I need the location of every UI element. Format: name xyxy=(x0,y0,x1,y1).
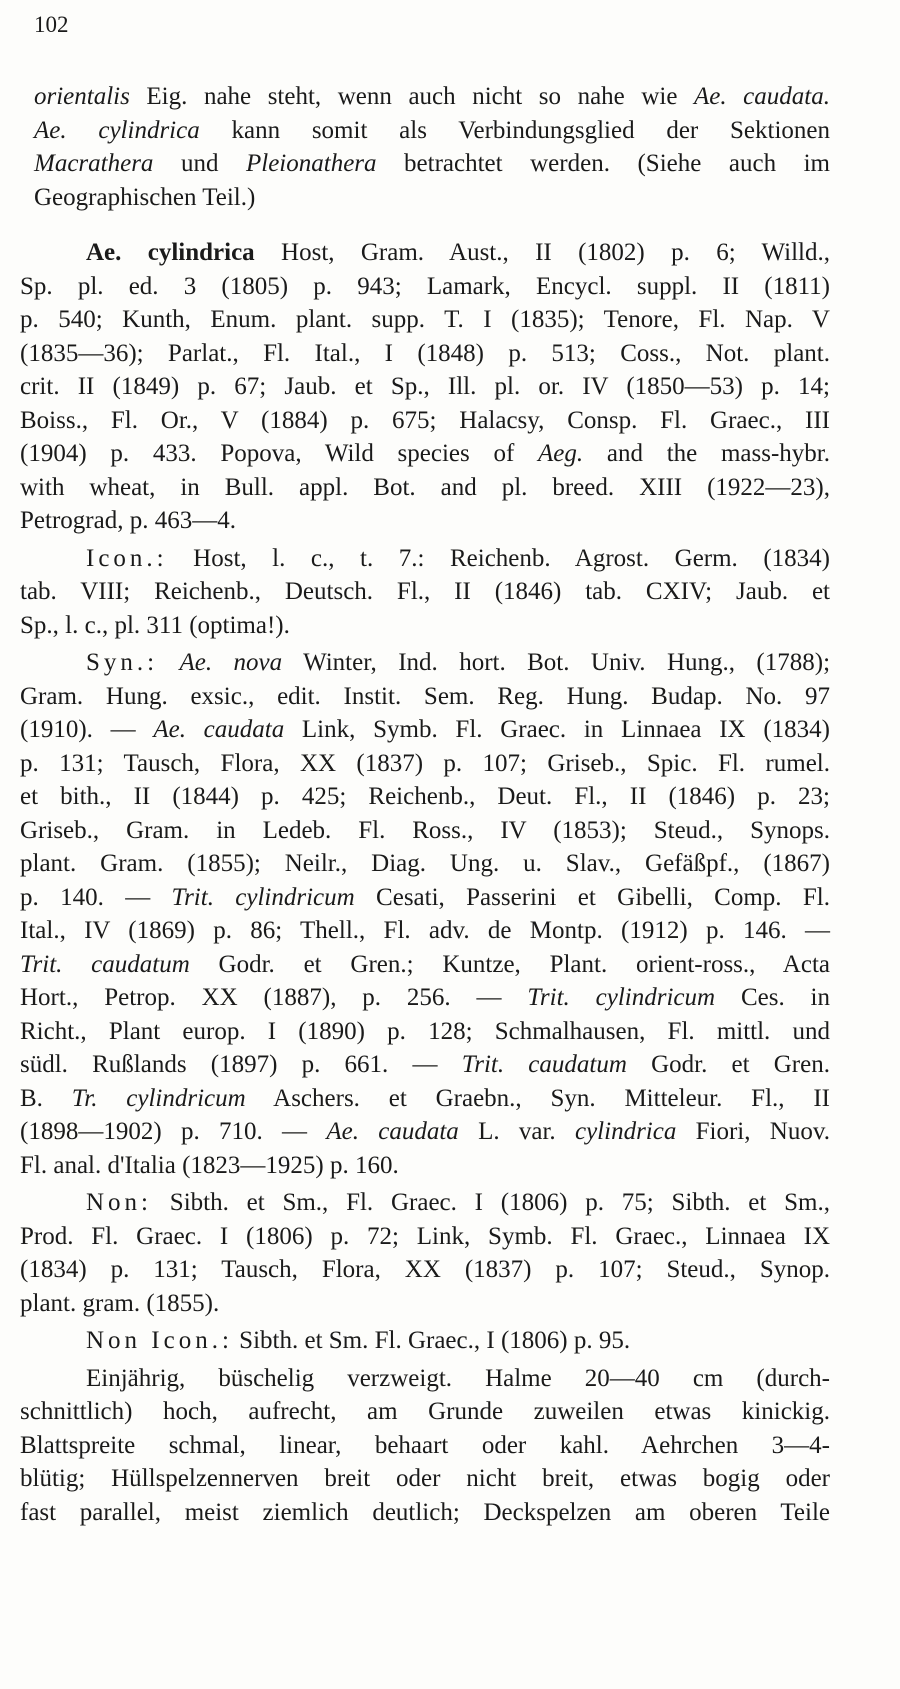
text-segment: et bith., II (1844) p. 425; Reichenb., Deut. Fl., II (1846) p. 23; xyxy=(20,783,830,810)
text-line xyxy=(34,181,830,215)
text-segment: schnittlich) hoch, aufrecht, am Grunde zuweilen etwas kinickig. xyxy=(20,1398,830,1425)
text-line xyxy=(20,646,830,680)
section-label: Non: xyxy=(86,1189,152,1216)
text-line xyxy=(20,1362,830,1396)
text-segment: (1898—1902) p. 710. — xyxy=(20,1118,327,1145)
text-line xyxy=(20,1429,830,1463)
italic-taxon: Ae. caudata. xyxy=(694,83,830,110)
text-line xyxy=(20,1253,830,1287)
text-line xyxy=(20,1115,830,1149)
text-segment: (1910). — xyxy=(20,716,154,743)
text-line xyxy=(20,1082,830,1116)
paragraph xyxy=(20,646,830,1182)
text-line xyxy=(20,575,830,609)
species-name: Ae. cylindrica xyxy=(86,239,255,266)
text-segment: with wheat, in Bull. appl. Bot. and pl. breed. XIII (1922—23), xyxy=(20,473,830,501)
text-segment: Fl. anal. d'Italia (1823—1925) p. 160. xyxy=(20,1151,399,1179)
text-segment: B. xyxy=(20,1084,72,1112)
text-segment: Sibth. et Sm. Fl. Graec., I (1806) p. 95. xyxy=(232,1327,631,1354)
italic-taxon: Tr. cylindricum xyxy=(71,1084,246,1112)
text-segment: Sibth. et Sm., Fl. Graec. I (1806) p. 75; Sibth. et Sm., xyxy=(152,1189,830,1216)
text-line xyxy=(20,471,830,505)
italic-taxon: Ae. cylindrica xyxy=(34,116,200,144)
text-line xyxy=(20,1048,830,1082)
text-segment: p. 131; Tausch, Flora, XX (1837) p. 107; Griseb., Spic. Fl. rumel. xyxy=(20,749,830,777)
italic-taxon: cylindrica xyxy=(574,1118,677,1145)
text-segment: Geographischen Teil.) xyxy=(34,183,256,211)
text-segment: Host, l. c., t. 7.: Reichenb. Agrost. Germ. (1834) xyxy=(167,544,830,572)
text-segment: Link, Symb. Fl. Graec. in Linnaea IX (1834) xyxy=(284,716,830,743)
text-segment: Hort., Petrop. XX (1887), p. 256. — xyxy=(20,984,528,1011)
text-segment: (1834) p. 131; Tausch, Flora, XX (1837) p. 107; Steud., Synop. xyxy=(20,1256,830,1283)
text-segment: kann somit als Verbindungsglied der Sektionen xyxy=(199,116,830,144)
text-line xyxy=(20,1149,830,1183)
text-line xyxy=(20,981,830,1015)
text-segment: Einjährig, büschelig verzweigt. Halme 20—40 cm (durch- xyxy=(86,1364,830,1392)
section-label: Icon.: xyxy=(86,544,168,572)
paragraph xyxy=(20,1186,830,1320)
page-body xyxy=(20,80,830,1533)
italic-taxon: Macrathera xyxy=(34,150,154,177)
text-segment: blütig; Hüllspelzennerven breit oder nicht breit, etwas bogig oder xyxy=(20,1465,830,1492)
italic-taxon: Ae. caudata xyxy=(153,716,285,743)
paragraph xyxy=(20,1362,830,1530)
text-segment: Griseb., Gram. in Ledeb. Fl. Ross., IV (1853); Steud., Synops. xyxy=(20,816,830,844)
italic-taxon: Trit. caudatum xyxy=(461,1051,627,1078)
section-label: Non Icon.: xyxy=(86,1327,233,1354)
text-line xyxy=(20,847,830,881)
text-segment: L. var. xyxy=(458,1118,575,1145)
text-segment: Ces. in xyxy=(715,984,830,1011)
text-line xyxy=(20,1395,830,1429)
text-line xyxy=(20,680,830,714)
text-segment: plant. Gram. (1855); Neilr., Diag. Ung. u. Slav., Gefäßpf., (1867) xyxy=(20,850,830,877)
italic-taxon: orientalis xyxy=(34,83,130,110)
text-line xyxy=(20,1186,830,1220)
text-segment: p. 540; Kunth, Enum. plant. supp. T. I (1835); Tenore, Fl. Nap. V xyxy=(20,306,830,333)
italic-taxon: Ae. nova xyxy=(179,649,283,676)
text-line xyxy=(34,147,830,181)
text-segment: und xyxy=(153,150,246,177)
text-line xyxy=(20,404,830,438)
italic-taxon: Trit. cylindricum xyxy=(171,883,355,911)
text-line xyxy=(20,747,830,781)
text-line xyxy=(34,80,830,114)
text-segment: Host, Gram. Aust., II (1802) p. 6; Willd., xyxy=(254,239,830,266)
text-segment: betrachtet werden. (Siehe auch im xyxy=(376,150,830,177)
text-segment: tab. VIII; Reichenb., Deutsch. Fl., II (1846) tab. CXIV; Jaub. et xyxy=(20,578,830,605)
paragraph xyxy=(20,542,830,643)
text-line xyxy=(20,504,830,538)
text-line xyxy=(20,914,830,948)
text-line xyxy=(20,948,830,982)
text-segment: (1904) p. 433. Popova, Wild species of xyxy=(20,440,539,467)
text-line xyxy=(20,236,830,270)
text-line xyxy=(20,437,830,471)
italic-taxon: Ae. caudata xyxy=(326,1118,459,1145)
text-segment: fast parallel, meist ziemlich deutlich; Deckspelzen am oberen Teile xyxy=(20,1498,830,1526)
text-segment: Eig. nahe steht, wenn auch nicht so nahe wie xyxy=(129,83,694,110)
italic-taxon: Trit. cylindricum xyxy=(527,984,716,1011)
text-line xyxy=(20,337,830,371)
text-line xyxy=(20,780,830,814)
text-line xyxy=(20,609,830,643)
text-segment: Ital., IV (1869) p. 86; Thell., Fl. adv. de Montp. (1912) p. 146. — xyxy=(20,917,830,944)
text-line xyxy=(20,1462,830,1496)
section-label: Syn.: xyxy=(86,649,159,676)
text-line xyxy=(20,1324,830,1358)
text-line xyxy=(20,270,830,304)
text-segment: Blattspreite schmal, linear, behaart oder kahl. Aehrchen 3—4- xyxy=(20,1431,830,1459)
text-segment: crit. II (1849) p. 67; Jaub. et Sp., Ill. pl. or. IV (1850—53) p. 14; xyxy=(20,373,830,400)
text-segment: Sp., l. c., pl. 311 (optima!). xyxy=(20,611,290,639)
text-line xyxy=(20,303,830,337)
text-segment xyxy=(158,649,179,676)
text-line xyxy=(20,1496,830,1530)
text-segment: südl. Rußlands (1897) p. 661. — xyxy=(20,1051,462,1078)
italic-taxon: Aeg. xyxy=(538,440,584,467)
text-segment: Richt., Plant europ. I (1890) p. 128; Schmalhausen, Fl. mittl. und xyxy=(20,1017,830,1045)
text-segment: Petrograd, p. 463—4. xyxy=(20,507,236,534)
text-line xyxy=(20,1287,830,1321)
text-segment: Winter, Ind. hort. Bot. Univ. Hung., (1788); xyxy=(282,649,831,676)
text-segment: Cesati, Passerini et Gibelli, Comp. Fl. xyxy=(354,883,830,911)
paragraph xyxy=(34,80,830,214)
paragraph xyxy=(20,1324,830,1358)
italic-taxon: Trit. caudatum xyxy=(20,950,190,978)
text-segment: Godr. et Gren.; Kuntze, Plant. orient-ross., Acta xyxy=(189,950,830,978)
text-line xyxy=(20,1015,830,1049)
page-number: 102 xyxy=(34,12,69,37)
text-line xyxy=(20,370,830,404)
text-segment: Sp. pl. ed. 3 (1805) p. 943; Lamark, Encycl. suppl. II (1811) xyxy=(20,272,830,300)
text-segment: Boiss., Fl. Or., V (1884) p. 675; Halacsy, Consp. Fl. Graec., III xyxy=(20,406,830,434)
text-line xyxy=(34,114,830,148)
text-segment: and the mass-hybr. xyxy=(583,440,830,467)
text-segment: Godr. et Gren. xyxy=(626,1051,830,1078)
text-segment: Aschers. et Graebn., Syn. Mitteleur. Fl., II xyxy=(245,1084,830,1112)
text-line xyxy=(20,713,830,747)
italic-taxon: Pleionathera xyxy=(245,150,377,177)
paragraph xyxy=(20,236,830,538)
text-segment: Fiori, Nuov. xyxy=(676,1118,830,1145)
text-line xyxy=(20,1220,830,1254)
text-line xyxy=(20,542,830,576)
text-line xyxy=(20,881,830,915)
text-segment: Prod. Fl. Graec. I (1806) p. 72; Link, Symb. Fl. Graec., Linnaea IX xyxy=(20,1222,830,1250)
text-segment: plant. gram. (1855). xyxy=(20,1289,220,1317)
text-line xyxy=(20,814,830,848)
text-segment: Gram. Hung. exsic., edit. Instit. Sem. Reg. Hung. Budap. No. 97 xyxy=(20,682,830,710)
text-segment: p. 140. — xyxy=(20,883,172,911)
text-segment: (1835—36); Parlat., Fl. Ital., I (1848) p. 513; Coss., Not. plant. xyxy=(20,339,830,367)
